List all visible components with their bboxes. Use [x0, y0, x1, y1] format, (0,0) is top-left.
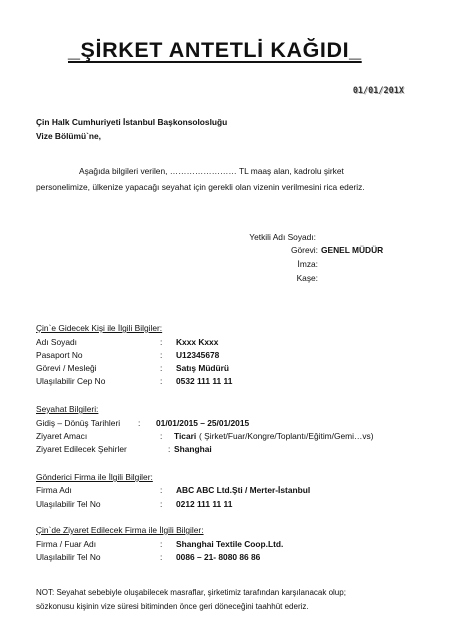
- row-colon: :: [168, 444, 171, 454]
- row-value: Shanghai: [174, 444, 212, 454]
- signatory-name-label: Yetkili Adı Soyadı:: [249, 232, 316, 242]
- row-label: Gidiş – Dönüş Tarihleri: [36, 418, 121, 428]
- row-colon: :: [160, 485, 163, 495]
- row-label: Görevi / Mesleği: [36, 363, 97, 373]
- row-value: 0532 111 11 11: [176, 376, 233, 386]
- recipient-line-1: Çin Halk Cumhuriyeti İstanbul Başkonsolosluğu: [36, 117, 228, 127]
- sender-section-heading: Gönderici Firma ile İlgili Bilgiler:: [36, 472, 153, 482]
- row-colon: :: [138, 418, 141, 428]
- row-value: 0086 – 21- 8080 86 86: [176, 552, 261, 562]
- row-colon: :: [160, 350, 163, 360]
- row-label: Ulaşılabilir Cep No: [36, 376, 106, 386]
- recipient-line-2: Vize Bölümü`ne,: [36, 131, 101, 141]
- row-colon: :: [160, 363, 163, 373]
- row-label: Pasaport No: [36, 350, 83, 360]
- row-colon: :: [160, 552, 163, 562]
- row-value: 01/01/2015 – 25/01/2015: [156, 418, 250, 428]
- signature-label: İmza:: [297, 259, 318, 269]
- row-colon: :: [160, 337, 163, 347]
- row-value: Kxxx Kxxx: [176, 337, 219, 347]
- row-label: Firma Adı: [36, 485, 72, 495]
- person-section-heading: Çin`e Gidecek Kişi ile İlgili Bilgiler:: [36, 323, 163, 333]
- body-line-1: Aşağıda bilgileri verilen, …………………… TL maaş alan, kadrolu şirket: [79, 166, 344, 176]
- visit-purpose-options: ( Şirket/Fuar/Kongre/Toplantı/Eğitim/Gemi…vs): [199, 431, 374, 441]
- signatory-role-value: GENEL MÜDÜR: [321, 245, 384, 255]
- letterhead-title: _ŞİRKET ANTETLİ KAĞIDI_: [68, 38, 362, 62]
- row-value: Ticari: [174, 431, 197, 441]
- row-value: Shanghai Textile Coop.Ltd.: [176, 539, 284, 549]
- row-label: Ulaşılabilir Tel No: [36, 552, 101, 562]
- row-label: Ulaşılabilir Tel No: [36, 499, 101, 509]
- letter-body: [36, 164, 423, 195]
- row-colon: :: [160, 431, 163, 441]
- note-line-2: sözkonusu kişinin vize süresi bitiminden önce geri döneceğini taahhüt ederiz.: [36, 602, 309, 611]
- row-value: 0212 111 11 11: [176, 499, 233, 509]
- row-colon: :: [160, 499, 163, 509]
- body-line-3: ederiz.: [339, 181, 365, 192]
- row-value: Satış Müdürü: [176, 363, 230, 373]
- travel-section-heading: Seyahat Bilgileri:: [36, 404, 99, 414]
- row-value: U12345678: [176, 350, 220, 360]
- row-label: Ziyaret Amacı: [36, 431, 88, 441]
- stamp-label: Kaşe:: [296, 273, 318, 283]
- row-label: Firma / Fuar Adı: [36, 539, 97, 549]
- host-section-heading: Çin`de Ziyaret Edilecek Firma ile İlgili Bilgiler:: [36, 525, 204, 535]
- row-colon: :: [160, 376, 163, 386]
- signatory-role-label: Görevi:: [291, 245, 318, 255]
- body-line-2: personelimize, ülkenize yapacağı seyahat için gerekli olan vizenin verilmesini rica: [36, 181, 338, 192]
- row-label: Ziyaret Edilecek Şehirler: [36, 444, 127, 454]
- letter-date: 01/01/201X: [352, 86, 404, 96]
- row-label: Adı Soyadı: [36, 337, 77, 347]
- footer-note: [36, 586, 436, 614]
- note-line-1: NOT: Seyahat sebebiyle oluşabilecek masraflar, şirketimiz tarafından karşılanacak olup;: [36, 588, 346, 597]
- row-colon: :: [160, 539, 163, 549]
- row-value: ABC ABC Ltd.Şti / Merter-İstanbul: [176, 485, 311, 495]
